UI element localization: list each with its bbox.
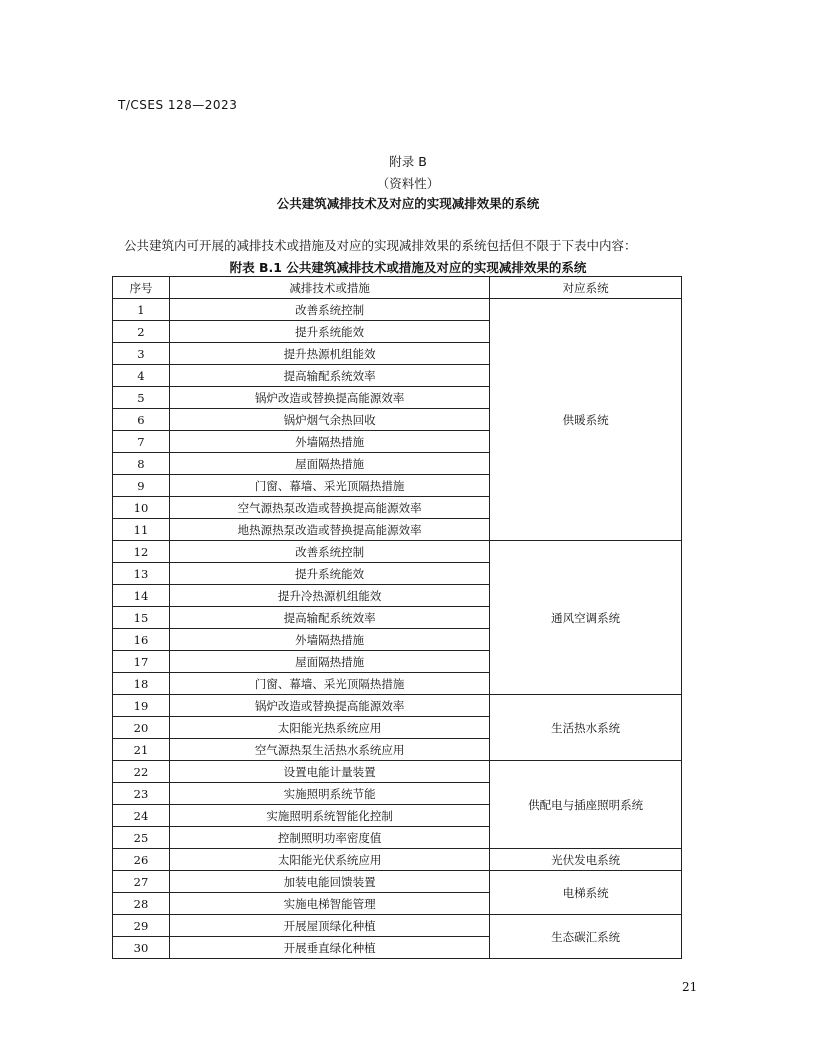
table-row: [113, 915, 682, 937]
row-system: 通风空调系统: [490, 541, 682, 695]
table-caption: 附表 B.1 公共建筑减排技术或措施及对应的实现减排效果的系统: [229, 260, 587, 275]
table-header-row: [113, 277, 682, 299]
row-measure: 实施电梯智能管理: [169, 893, 489, 915]
row-index: 12: [113, 541, 170, 563]
row-measure: 加装电能回馈装置: [169, 871, 489, 893]
measures-table: [112, 276, 682, 959]
header-index: 序号: [113, 277, 170, 299]
table-row: [113, 695, 682, 717]
row-index: 17: [113, 651, 170, 673]
appendix-label: 附录 B: [389, 154, 427, 169]
row-index: 27: [113, 871, 170, 893]
header-system: 对应系统: [490, 277, 682, 299]
row-measure: 锅炉烟气余热回收: [169, 409, 489, 431]
row-index: 24: [113, 805, 170, 827]
row-measure: 改善系统控制: [169, 299, 489, 321]
row-index: 20: [113, 717, 170, 739]
row-measure: 提升系统能效: [169, 563, 489, 585]
row-measure: 门窗、幕墙、采光顶隔热措施: [169, 673, 489, 695]
row-measure: 外墙隔热措施: [169, 431, 489, 453]
row-index: 11: [113, 519, 170, 541]
row-measure: 开展屋顶绿化种植: [169, 915, 489, 937]
table-row: [113, 541, 682, 563]
row-measure: 实施照明系统节能: [169, 783, 489, 805]
row-measure: 太阳能光热系统应用: [169, 717, 489, 739]
table-row: [113, 299, 682, 321]
row-measure: 空气源热泵生活热水系统应用: [169, 739, 489, 761]
row-measure: 控制照明功率密度值: [169, 827, 489, 849]
table-body: [113, 299, 682, 959]
row-index: 8: [113, 453, 170, 475]
row-measure: 提升热源机组能效: [169, 343, 489, 365]
table-row: [113, 849, 682, 871]
row-measure: 门窗、幕墙、采光顶隔热措施: [169, 475, 489, 497]
row-index: 5: [113, 387, 170, 409]
row-measure: 锅炉改造或替换提高能源效率: [169, 387, 489, 409]
row-measure: 设置电能计量装置: [169, 761, 489, 783]
row-measure: 改善系统控制: [169, 541, 489, 563]
row-index: 16: [113, 629, 170, 651]
row-measure: 屋面隔热措施: [169, 651, 489, 673]
row-measure: 地热源热泵改造或替换提高能源效率: [169, 519, 489, 541]
row-index: 26: [113, 849, 170, 871]
row-index: 10: [113, 497, 170, 519]
row-index: 30: [113, 937, 170, 959]
row-system: 生态碳汇系统: [490, 915, 682, 959]
row-measure: 提升冷热源机组能效: [169, 585, 489, 607]
row-measure: 空气源热泵改造或替换提高能源效率: [169, 497, 489, 519]
row-measure: 外墙隔热措施: [169, 629, 489, 651]
row-index: 2: [113, 321, 170, 343]
row-index: 18: [113, 673, 170, 695]
row-measure: 提高输配系统效率: [169, 365, 489, 387]
appendix-title: 公共建筑减排技术及对应的实现减排效果的系统: [276, 196, 540, 211]
row-index: 19: [113, 695, 170, 717]
page-number: 21: [682, 980, 698, 994]
row-index: 1: [113, 299, 170, 321]
row-index: 28: [113, 893, 170, 915]
row-measure: 太阳能光伏系统应用: [169, 849, 489, 871]
row-index: 22: [113, 761, 170, 783]
row-system: 电梯系统: [490, 871, 682, 915]
row-measure: 开展垂直绿化种植: [169, 937, 489, 959]
table-row: [113, 761, 682, 783]
row-measure: 提升系统能效: [169, 321, 489, 343]
row-system: 供暖系统: [490, 299, 682, 541]
row-index: 13: [113, 563, 170, 585]
row-index: 29: [113, 915, 170, 937]
row-index: 3: [113, 343, 170, 365]
row-index: 9: [113, 475, 170, 497]
row-measure: 实施照明系统智能化控制: [169, 805, 489, 827]
intro-paragraph: 公共建筑内可开展的减排技术或措施及对应的实现减排效果的系统包括但不限于下表中内容：: [124, 238, 637, 253]
row-index: 21: [113, 739, 170, 761]
row-index: 23: [113, 783, 170, 805]
row-measure: 锅炉改造或替换提高能源效率: [169, 695, 489, 717]
row-index: 15: [113, 607, 170, 629]
row-system: 生活热水系统: [490, 695, 682, 761]
row-index: 14: [113, 585, 170, 607]
row-measure: 屋面隔热措施: [169, 453, 489, 475]
row-index: 7: [113, 431, 170, 453]
row-index: 25: [113, 827, 170, 849]
row-system: 供配电与插座照明系统: [490, 761, 682, 849]
appendix-nature: （资料性）: [376, 176, 440, 191]
table-row: [113, 871, 682, 893]
row-system: 光伏发电系统: [490, 849, 682, 871]
row-measure: 提高输配系统效率: [169, 607, 489, 629]
row-index: 4: [113, 365, 170, 387]
header-measure: 减排技术或措施: [169, 277, 489, 299]
row-index: 6: [113, 409, 170, 431]
document-code: T/CSES 128—2023: [118, 98, 238, 112]
